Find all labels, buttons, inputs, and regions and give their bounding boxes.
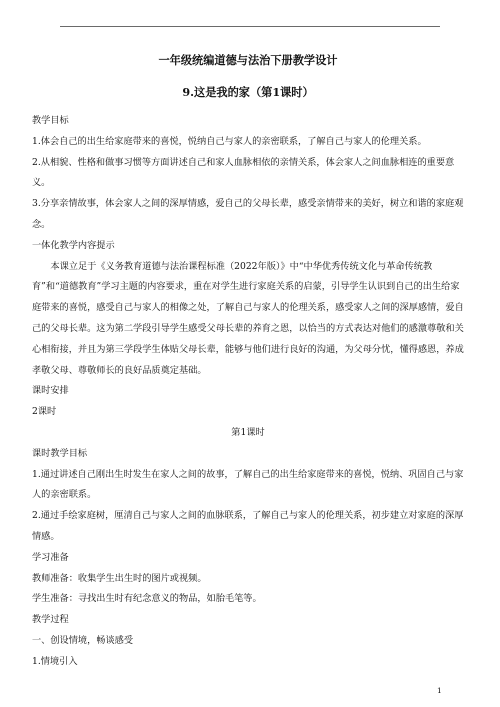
section-heading-period-objectives: 课时教学目标 <box>32 447 88 459</box>
period-objective-item-1: 1.通过讲述自己刚出生时发生在家人之间的故事，了解自己的出生给家庭带来的喜悦，悦纳、巩固自己与家人的亲密联系。 <box>32 468 464 501</box>
document-title: 一年级统编道德与法治下册教学设计 <box>158 53 338 67</box>
header-rule <box>60 26 440 27</box>
document-body <box>32 53 464 673</box>
objective-item-2: 2.从相貌、性格和做事习惯等方面讲述自己和家人血脉相依的亲情关系，体会家人之间血脉相连的重要意义。 <box>32 156 455 189</box>
section-heading-schedule: 课时安排 <box>32 385 69 397</box>
section-heading-content-hints: 一体化教学内容提示 <box>32 239 115 251</box>
schedule-value: 2课时 <box>32 406 57 418</box>
objective-item-1: 1.体会自己的出生给家庭带来的喜悦，悦纳自己与家人的亲密联系，了解自己与家人的伦理关系。 <box>32 135 427 147</box>
content-hints-paragraph: 本课立足于《义务教育道德与法治课程标准（2022年版）》中“中华优秀传统文化与革命传统教育”和“道德教育”学习主题的内容要求，重在对学生进行家庭关系的启蒙，引导学生认识到自己的出生给家庭带来的喜悦，感受自己与家人的相像之处，了解自己与家人的伦理关系，感受家人之间的深厚感情，爱自己的父母长辈。这为第二学段引导学生感受父母长辈的养育之恩，以恰当的方式表达对他们的感激尊敬和关心相衔接，并且为第三学段学生体贴父母长辈，能够与他们进行良好的沟通，为父母分忧，懂得感恩，养成孝敬父母、尊敬师长的良好品质奠定基础。 <box>32 260 464 376</box>
student-preparation: 学生准备：寻找出生时有纪念意义的物品，如胎毛笔等。 <box>32 593 262 605</box>
objective-item-3: 3.分享亲情故事，体会家人之间的深厚情感，爱自己的父母长辈，感受亲情带来的美好，树立和谐的家庭观念。 <box>32 198 464 230</box>
section-heading-process: 教学过程 <box>32 614 69 626</box>
lesson-period-heading: 第1课时 <box>231 426 265 438</box>
teacher-preparation: 教师准备：收集学生出生时的图片或视频。 <box>32 572 207 584</box>
period-objective-item-2: 2.通过手绘家庭树，厘清自己与家人之间的血脉联系，了解自己与家人的伦理关系，初步建立对家庭的深厚情感。 <box>32 510 464 542</box>
section-heading-preparation: 学习准备 <box>32 551 69 563</box>
process-substep-1: 1.情境引入 <box>32 655 78 667</box>
section-heading-objectives: 教学目标 <box>32 115 69 126</box>
lesson-title: 9.这是我的家（第1课时） <box>182 85 314 99</box>
page-number: 1 <box>437 686 442 695</box>
process-step-1: 一、创设情境，畅谈感受 <box>32 634 134 646</box>
